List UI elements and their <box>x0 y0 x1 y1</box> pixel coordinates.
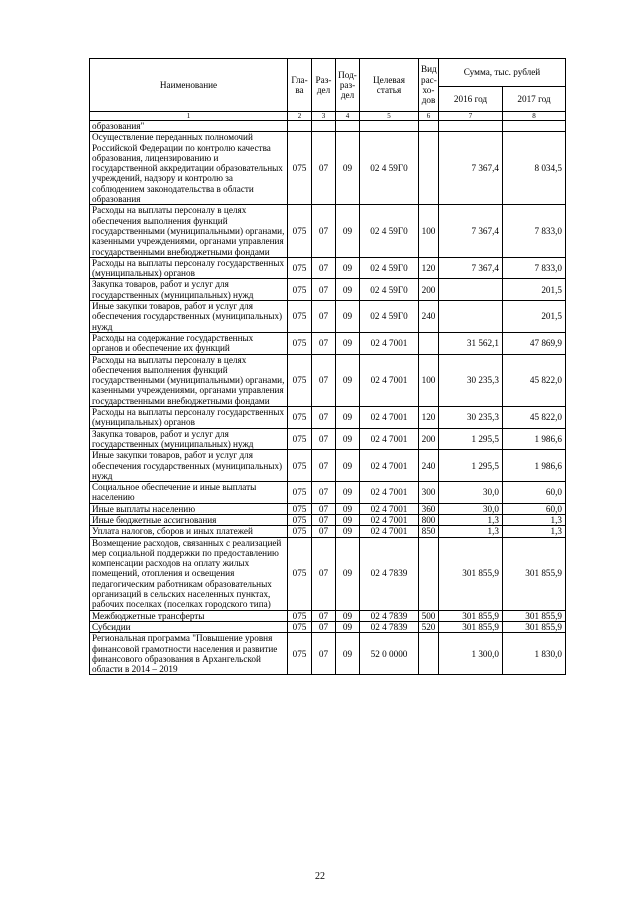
row-name: Расходы на выплаты персоналу в целях обеспечения выполнения функций государственными (муниципальными) органами, казенными учреждениями, органами управления государственными внебюджетными фондами <box>90 354 288 406</box>
row-article: 02 4 7001 <box>360 332 419 354</box>
row-sum-2016: 1 295,5 <box>439 450 503 482</box>
row-glava <box>288 121 312 132</box>
table-row <box>90 279 566 301</box>
row-vid: 120 <box>419 407 439 429</box>
row-vid <box>419 121 439 132</box>
row-glava: 075 <box>288 332 312 354</box>
row-article: 02 4 7839 <box>360 537 419 610</box>
header-podrazdel: Под- раз- дел <box>336 59 360 112</box>
row-vid: 200 <box>419 428 439 450</box>
row-sum-2017: 7 833,0 <box>503 205 566 257</box>
row-sum-2016 <box>439 121 503 132</box>
row-article: 02 4 59Г0 <box>360 205 419 257</box>
row-sum-2016: 7 367,4 <box>439 205 503 257</box>
row-vid: 240 <box>419 301 439 333</box>
header-vid: Вид рас- хо- дов <box>419 59 439 112</box>
row-podrazdel: 09 <box>336 514 360 525</box>
row-article: 02 4 7001 <box>360 503 419 514</box>
row-name: Иные бюджетные ассигнования <box>90 514 288 525</box>
row-podrazdel: 09 <box>336 482 360 504</box>
row-sum-2017: 47 869,9 <box>503 332 566 354</box>
row-razdel: 07 <box>312 132 336 205</box>
row-podrazdel: 09 <box>336 132 360 205</box>
row-article: 02 4 7001 <box>360 407 419 429</box>
row-glava: 075 <box>288 610 312 621</box>
row-name: Осуществление переданных полномочий Российской Федерации по контролю качества образования, лицензированию и государственной аккредитации образовательных учреждений, надзору и контролю за соблюдением законодательства в области образования <box>90 132 288 205</box>
row-sum-2016: 7 367,4 <box>439 257 503 279</box>
row-razdel: 07 <box>312 526 336 537</box>
row-article: 02 4 59Г0 <box>360 301 419 333</box>
row-razdel: 07 <box>312 450 336 482</box>
row-name: Субсидии <box>90 621 288 632</box>
table-row <box>90 633 566 675</box>
row-sum-2017: 60,0 <box>503 503 566 514</box>
row-name: Региональная программа "Повышение уровня финансовой грамотности населения и развитие финансового образования в Архангельской области в 2014 – 2019 <box>90 633 288 675</box>
row-razdel: 07 <box>312 633 336 675</box>
row-razdel: 07 <box>312 610 336 621</box>
header-year-2017: 2017 год <box>503 86 566 111</box>
row-article: 02 4 7001 <box>360 514 419 525</box>
row-vid: 200 <box>419 279 439 301</box>
row-podrazdel: 09 <box>336 354 360 406</box>
row-article: 02 4 7001 <box>360 428 419 450</box>
row-podrazdel: 09 <box>336 450 360 482</box>
header-razdel: Раз- дел <box>312 59 336 112</box>
row-sum-2016: 1 300,0 <box>439 633 503 675</box>
row-article: 02 4 7839 <box>360 621 419 632</box>
row-razdel: 07 <box>312 301 336 333</box>
row-sum-2016 <box>439 301 503 333</box>
row-article: 02 4 7001 <box>360 526 419 537</box>
row-razdel: 07 <box>312 205 336 257</box>
budget-table-sheet <box>89 58 565 675</box>
row-sum-2017: 45 822,0 <box>503 354 566 406</box>
column-number: 8 <box>503 112 566 121</box>
row-sum-2017 <box>503 121 566 132</box>
column-number: 3 <box>312 112 336 121</box>
row-name: образования" <box>90 121 288 132</box>
row-name: Иные выплаты населению <box>90 503 288 514</box>
row-sum-2017: 201,5 <box>503 301 566 333</box>
row-sum-2016: 30,0 <box>439 482 503 504</box>
table-row <box>90 537 566 610</box>
row-glava: 075 <box>288 428 312 450</box>
row-article: 02 4 7839 <box>360 610 419 621</box>
header-name: Наименование <box>90 59 288 112</box>
row-sum-2016: 31 562,1 <box>439 332 503 354</box>
row-glava: 075 <box>288 526 312 537</box>
row-sum-2016: 1,3 <box>439 514 503 525</box>
row-sum-2016: 1 295,5 <box>439 428 503 450</box>
row-razdel: 07 <box>312 279 336 301</box>
table-row <box>90 121 566 132</box>
row-sum-2017: 1 830,0 <box>503 633 566 675</box>
column-number: 7 <box>439 112 503 121</box>
table-row <box>90 301 566 333</box>
row-sum-2016: 301 855,9 <box>439 610 503 621</box>
row-podrazdel: 09 <box>336 428 360 450</box>
row-sum-2016: 7 367,4 <box>439 132 503 205</box>
row-vid <box>419 537 439 610</box>
table-row <box>90 610 566 621</box>
row-vid: 360 <box>419 503 439 514</box>
row-name: Возмещение расходов, связанных с реализацией мер социальной поддержки по предоставлению компенсации расходов на оплату жилых помещений, отопления и освещения педагогическим работникам образовательных организаций в сельских населенных пунктах, рабочих поселках (поселках городского типа) <box>90 537 288 610</box>
row-vid: 800 <box>419 514 439 525</box>
row-vid: 240 <box>419 450 439 482</box>
page-number: 22 <box>315 871 325 882</box>
row-sum-2017: 60,0 <box>503 482 566 504</box>
row-glava: 075 <box>288 257 312 279</box>
row-glava: 075 <box>288 407 312 429</box>
row-podrazdel: 09 <box>336 301 360 333</box>
row-vid: 300 <box>419 482 439 504</box>
row-podrazdel: 09 <box>336 621 360 632</box>
row-vid: 100 <box>419 354 439 406</box>
row-name: Закупка товаров, работ и услуг для государственных (муниципальных) нужд <box>90 428 288 450</box>
row-article <box>360 121 419 132</box>
table-row <box>90 205 566 257</box>
row-podrazdel: 09 <box>336 526 360 537</box>
row-article: 02 4 59Г0 <box>360 279 419 301</box>
row-name: Уплата налогов, сборов и иных платежей <box>90 526 288 537</box>
table-row <box>90 407 566 429</box>
budget-table <box>89 58 566 675</box>
row-sum-2017: 301 855,9 <box>503 537 566 610</box>
row-razdel: 07 <box>312 482 336 504</box>
row-podrazdel: 09 <box>336 279 360 301</box>
row-sum-2016: 30 235,3 <box>439 354 503 406</box>
row-podrazdel: 09 <box>336 332 360 354</box>
row-vid <box>419 132 439 205</box>
row-razdel: 07 <box>312 428 336 450</box>
row-razdel: 07 <box>312 407 336 429</box>
header-article: Целевая статья <box>360 59 419 112</box>
table-row <box>90 450 566 482</box>
table-row <box>90 514 566 525</box>
row-article: 52 0 0000 <box>360 633 419 675</box>
row-name: Расходы на содержание государственных органов и обеспечение их функций <box>90 332 288 354</box>
row-glava: 075 <box>288 279 312 301</box>
row-vid: 850 <box>419 526 439 537</box>
row-sum-2016: 1,3 <box>439 526 503 537</box>
row-vid <box>419 332 439 354</box>
row-glava: 075 <box>288 514 312 525</box>
table-row <box>90 332 566 354</box>
row-sum-2017: 45 822,0 <box>503 407 566 429</box>
row-glava: 075 <box>288 633 312 675</box>
row-sum-2017: 1,3 <box>503 514 566 525</box>
row-razdel <box>312 121 336 132</box>
row-article: 02 4 7001 <box>360 354 419 406</box>
row-razdel: 07 <box>312 621 336 632</box>
row-sum-2016: 30 235,3 <box>439 407 503 429</box>
row-razdel: 07 <box>312 514 336 525</box>
row-sum-2017: 1 986,6 <box>503 450 566 482</box>
table-row <box>90 132 566 205</box>
column-number: 5 <box>360 112 419 121</box>
column-number: 1 <box>90 112 288 121</box>
row-podrazdel: 09 <box>336 503 360 514</box>
row-glava: 075 <box>288 450 312 482</box>
row-name: Расходы на выплаты персоналу в целях обеспечения выполнения функций государственными (муниципальными) органами, казенными учреждениями, органами управления государственными внебюджетными фондами <box>90 205 288 257</box>
row-podrazdel: 09 <box>336 537 360 610</box>
row-podrazdel: 09 <box>336 407 360 429</box>
row-sum-2017: 301 855,9 <box>503 610 566 621</box>
row-name: Иные закупки товаров, работ и услуг для обеспечения государственных (муниципальных) нужд <box>90 301 288 333</box>
row-glava: 075 <box>288 205 312 257</box>
row-name: Социальное обеспечение и иные выплаты населению <box>90 482 288 504</box>
table-row <box>90 526 566 537</box>
row-glava: 075 <box>288 301 312 333</box>
row-name: Расходы на выплаты персоналу государственных (муниципальных) органов <box>90 257 288 279</box>
row-name: Иные закупки товаров, работ и услуг для обеспечения государственных (муниципальных) нужд <box>90 450 288 482</box>
row-glava: 075 <box>288 621 312 632</box>
row-name: Межбюджетные трансферты <box>90 610 288 621</box>
column-number: 2 <box>288 112 312 121</box>
row-sum-2017: 301 855,9 <box>503 621 566 632</box>
table-row <box>90 621 566 632</box>
row-sum-2017: 201,5 <box>503 279 566 301</box>
row-razdel: 07 <box>312 257 336 279</box>
table-row <box>90 482 566 504</box>
table-row <box>90 354 566 406</box>
row-sum-2017: 7 833,0 <box>503 257 566 279</box>
row-glava: 075 <box>288 482 312 504</box>
header-year-2016: 2016 год <box>439 86 503 111</box>
row-sum-2016: 301 855,9 <box>439 621 503 632</box>
row-razdel: 07 <box>312 537 336 610</box>
row-podrazdel <box>336 121 360 132</box>
row-vid: 520 <box>419 621 439 632</box>
row-podrazdel: 09 <box>336 610 360 621</box>
column-number: 6 <box>419 112 439 121</box>
row-vid <box>419 633 439 675</box>
row-sum-2016: 30,0 <box>439 503 503 514</box>
column-number: 4 <box>336 112 360 121</box>
row-vid: 100 <box>419 205 439 257</box>
header-sum: Сумма, тыс. рублей <box>439 59 566 87</box>
row-glava: 075 <box>288 503 312 514</box>
row-sum-2017: 8 034,5 <box>503 132 566 205</box>
row-glava: 075 <box>288 354 312 406</box>
row-podrazdel: 09 <box>336 257 360 279</box>
row-sum-2016: 301 855,9 <box>439 537 503 610</box>
row-article: 02 4 7001 <box>360 450 419 482</box>
row-article: 02 4 59Г0 <box>360 132 419 205</box>
row-vid: 120 <box>419 257 439 279</box>
header-glava: Гла- ва <box>288 59 312 112</box>
table-row <box>90 257 566 279</box>
row-podrazdel: 09 <box>336 205 360 257</box>
row-name: Расходы на выплаты персоналу государственных (муниципальных) органов <box>90 407 288 429</box>
table-row <box>90 503 566 514</box>
row-sum-2017: 1 986,6 <box>503 428 566 450</box>
row-razdel: 07 <box>312 354 336 406</box>
row-sum-2017: 1,3 <box>503 526 566 537</box>
row-razdel: 07 <box>312 332 336 354</box>
row-razdel: 07 <box>312 503 336 514</box>
row-article: 02 4 7001 <box>360 482 419 504</box>
row-sum-2016 <box>439 279 503 301</box>
row-vid: 500 <box>419 610 439 621</box>
row-podrazdel: 09 <box>336 633 360 675</box>
row-name: Закупка товаров, работ и услуг для государственных (муниципальных) нужд <box>90 279 288 301</box>
row-article: 02 4 59Г0 <box>360 257 419 279</box>
row-glava: 075 <box>288 537 312 610</box>
column-number-row <box>90 112 566 121</box>
row-glava: 075 <box>288 132 312 205</box>
table-row <box>90 428 566 450</box>
